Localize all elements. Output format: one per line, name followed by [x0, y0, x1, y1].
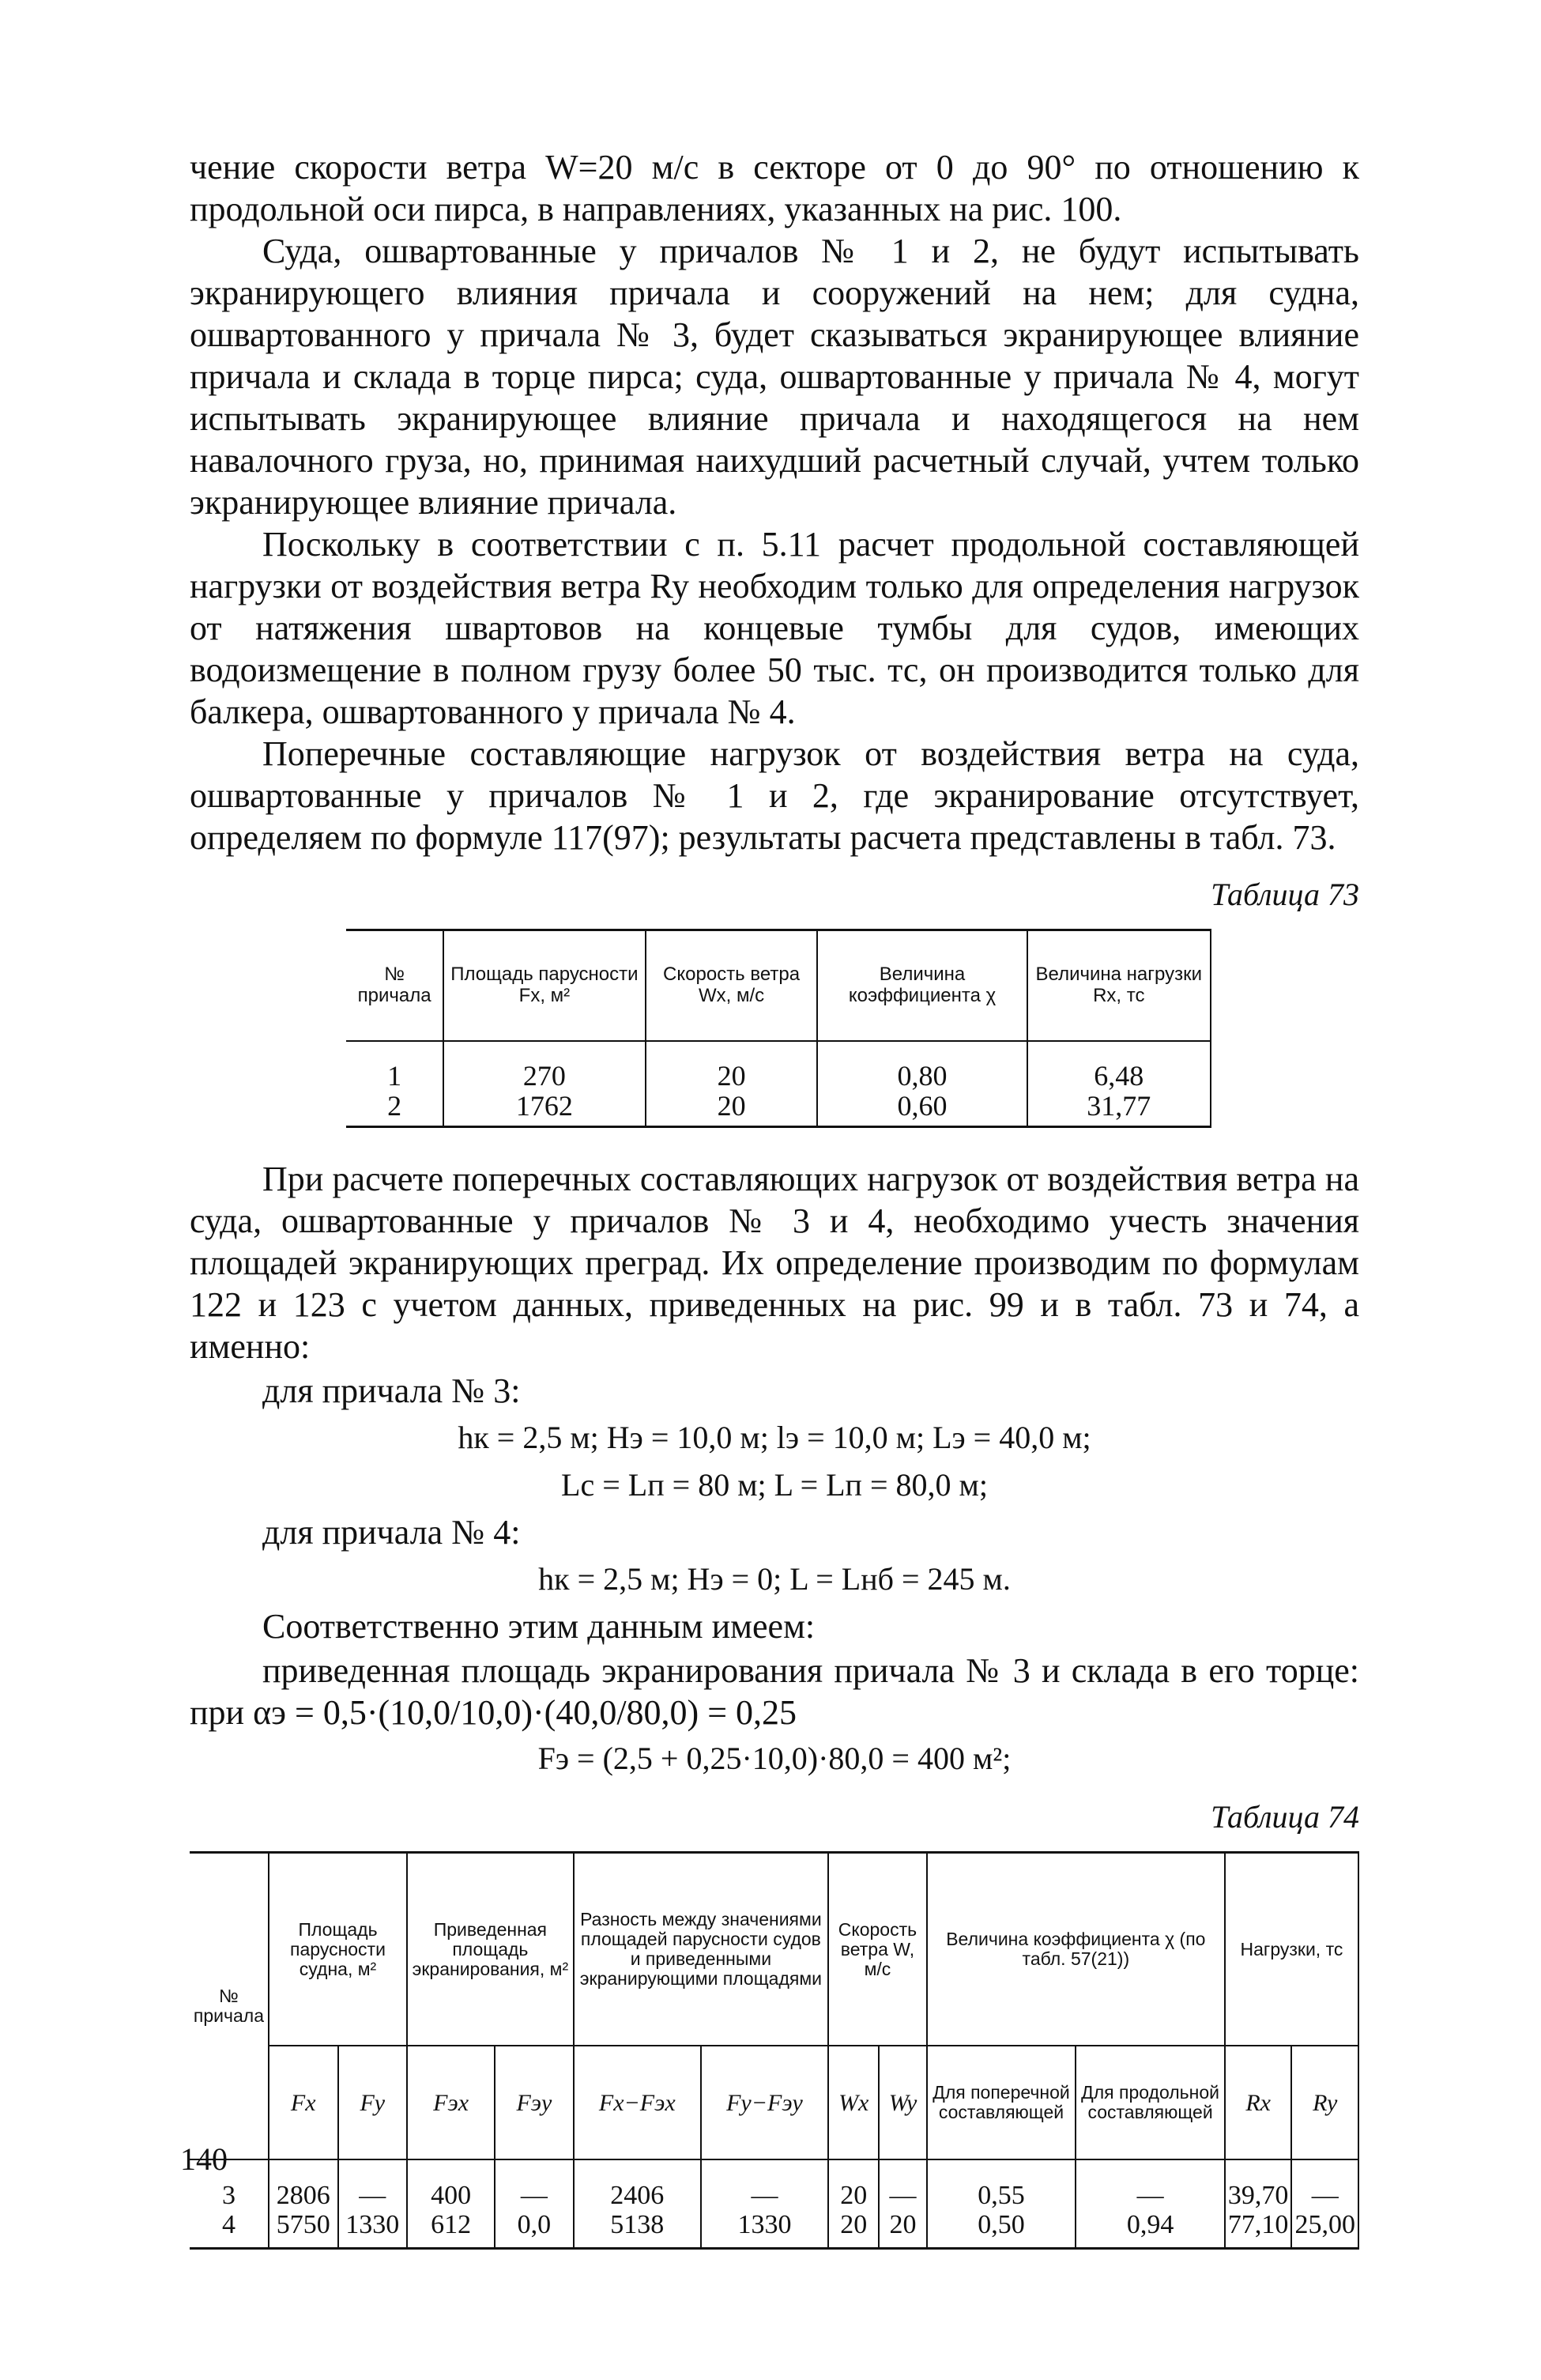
paragraph-4: Поперечные составляющие нагрузок от воздействия ветра на суда, ошвартованные у причалов № 1 и 2, где экранирование отсутствует, определяем по формуле 117(97); результаты расчета представлены в табл. 73.	[190, 734, 1359, 857]
table-74-subheader: Fx−Fэx	[574, 2046, 701, 2159]
table-cell: 0,55	[927, 2159, 1076, 2210]
table-74-header-load: Нагрузки, тс	[1225, 1853, 1358, 2046]
table-row	[190, 2159, 1358, 2210]
page-content	[190, 146, 1359, 2250]
table-73	[346, 929, 1211, 1128]
table-74	[190, 1851, 1359, 2250]
paragraph-3: Поскольку в соответствии с п. 5.11 расчет продольной составляющей нагрузки от воздействия ветра Ry необходим только для определения нагрузок от натяжения швартовов на концевые тумбы для судов, имеющих водоизмещение в полном грузу более 50 тыс. тс, он производится только для балкера, ошвартованного у причала № 4.	[190, 525, 1359, 731]
table-73-header: Величина коэффициента χ	[817, 930, 1027, 1042]
table-74-header-num: № причала	[190, 1853, 269, 2160]
table-cell: 1762	[443, 1091, 645, 1127]
table-cell: 0,0	[495, 2210, 574, 2249]
table-73-header: № причала	[357, 964, 431, 1006]
table-row	[346, 1041, 1211, 1091]
formula-4: Fэ = (2,5 + 0,25·10,0)·80,0 = 400 м²;	[537, 1741, 1012, 1776]
table-cell: 31,77	[1027, 1091, 1211, 1127]
table-cell: 39,70	[1225, 2159, 1292, 2210]
table-74-subheader: Rx	[1225, 2046, 1292, 2159]
table-74-header-area: Площадь парусности судна, м²	[269, 1853, 407, 2046]
paragraph-6: Соответственно этим данным имеем:	[262, 1607, 816, 1646]
table-cell: 2406	[574, 2159, 701, 2210]
table-cell: 1330	[338, 2210, 408, 2249]
table-73-caption: Таблица 73	[1211, 877, 1359, 912]
formula-3: hк = 2,5 м; Hэ = 0; L = Lнб = 245 м.	[538, 1561, 1011, 1597]
table-cell: 20	[828, 2210, 879, 2249]
table-cell: —	[495, 2159, 574, 2210]
table-74-header-diff: Разность между значениями площадей парусности судов и приведенными экранирующими площадями	[574, 1853, 828, 2046]
label-berth-3: для причала № 3:	[262, 1371, 521, 1410]
table-cell: 0,94	[1076, 2210, 1225, 2249]
paragraph-1: чение скорости ветра W=20 м/с в секторе от 0 до 90° по отношению к продольной оси пирса, в направлениях, указанных на рис. 100.	[190, 148, 1359, 228]
table-cell: 77,10	[1225, 2210, 1292, 2249]
table-74-subheader: Для поперечной составляющей	[927, 2046, 1076, 2159]
table-cell: 0,50	[927, 2210, 1076, 2249]
table-cell: —	[1076, 2159, 1225, 2210]
table-74-header-screen: Приведенная площадь экранирования, м²	[407, 1853, 574, 2046]
table-cell: 20	[828, 2159, 879, 2210]
paragraph-7: приведенная площадь экранирования причала № 3 и склада в его торце: при αэ = 0,5·(10,0/10,0)·(40,0/80,0) = 0,25	[190, 1651, 1359, 1732]
table-cell: 5750	[269, 2210, 338, 2249]
table-cell: 4	[221, 2210, 235, 2239]
table-row	[190, 2210, 1358, 2249]
table-74-subheader: Fэx	[407, 2046, 495, 2159]
table-cell: 5138	[574, 2210, 701, 2249]
table-cell: 20	[646, 1041, 818, 1091]
table-cell: 1	[387, 1060, 402, 1092]
paragraph-2: Суда, ошвартованные у причалов № 1 и 2, не будут испытывать экранирующего влияния причала и сооружений на нем; для судна, ошвартованного у причала № 3, будет сказываться экранирующее влияние причала и склада в торце пирса; суда, ошвартованные у причала № 4, могут испытывать экранирующее влияние причала и находящегося на нем навалочного груза, но, принимая наихудший расчетный случай, учтем только экранирующее влияние причала.	[190, 232, 1359, 522]
table-cell: 270	[443, 1041, 645, 1091]
table-73-header: Скорость ветра Wx, м/с	[646, 930, 818, 1042]
table-cell: 612	[407, 2210, 495, 2249]
table-74-subheader: Wy	[879, 2046, 926, 2159]
table-cell: 1330	[701, 2210, 828, 2249]
table-74-header-coef: Величина коэффициента χ (по табл. 57(21))	[927, 1853, 1225, 2046]
table-74-subheader: Для продольной составляющей	[1076, 2046, 1225, 2159]
table-74-caption: Таблица 74	[1211, 1799, 1359, 1835]
page-number: 140	[180, 2141, 228, 2177]
table-cell: 0,80	[817, 1041, 1027, 1091]
formula-2: Lс = Lп = 80 м; L = Lп = 80,0 м;	[561, 1467, 988, 1503]
table-cell: —	[338, 2159, 408, 2210]
table-cell: 20	[879, 2210, 926, 2249]
table-cell: 2	[387, 1090, 402, 1122]
table-74-header-speed: Скорость ветра W, м/с	[828, 1853, 927, 2046]
table-cell: —	[1291, 2159, 1358, 2210]
table-74-subheader: Fy	[338, 2046, 408, 2159]
table-cell: 20	[646, 1091, 818, 1127]
table-74-subheader: Wx	[828, 2046, 879, 2159]
table-cell: 6,48	[1027, 1041, 1211, 1091]
table-cell: —	[701, 2159, 828, 2210]
table-73-header: Величина нагрузки Rx, тс	[1027, 930, 1211, 1042]
table-cell: 0,60	[817, 1091, 1027, 1127]
table-74-subheader: Fэy	[495, 2046, 574, 2159]
table-cell: 3	[221, 2181, 235, 2210]
table-73-header: Площадь парусности Fx, м²	[443, 930, 645, 1042]
formula-1: hк = 2,5 м; Hэ = 10,0 м; lэ = 10,0 м; Lэ = 40,0 м;	[458, 1420, 1091, 1455]
table-74-subheader: Ry	[1291, 2046, 1358, 2159]
table-cell: 400	[407, 2159, 495, 2210]
table-cell: —	[879, 2159, 926, 2210]
table-74-subheader: Fx	[269, 2046, 338, 2159]
table-cell: 25,00	[1291, 2210, 1358, 2249]
table-74-subheader: Fy−Fэy	[701, 2046, 828, 2159]
paragraph-5: При расчете поперечных составляющих нагрузок от воздействия ветра на суда, ошвартованные у причалов № 3 и 4, необходимо учесть значения площадей экранирующих преград. Их определение производим по формулам 122 и 123 с учетом данных, приведенных на рис. 99 и в табл. 73 и 74, а именно:	[190, 1160, 1359, 1366]
table-row	[346, 1091, 1211, 1127]
table-cell: 2806	[269, 2159, 338, 2210]
label-berth-4: для причала № 4:	[262, 1513, 521, 1552]
